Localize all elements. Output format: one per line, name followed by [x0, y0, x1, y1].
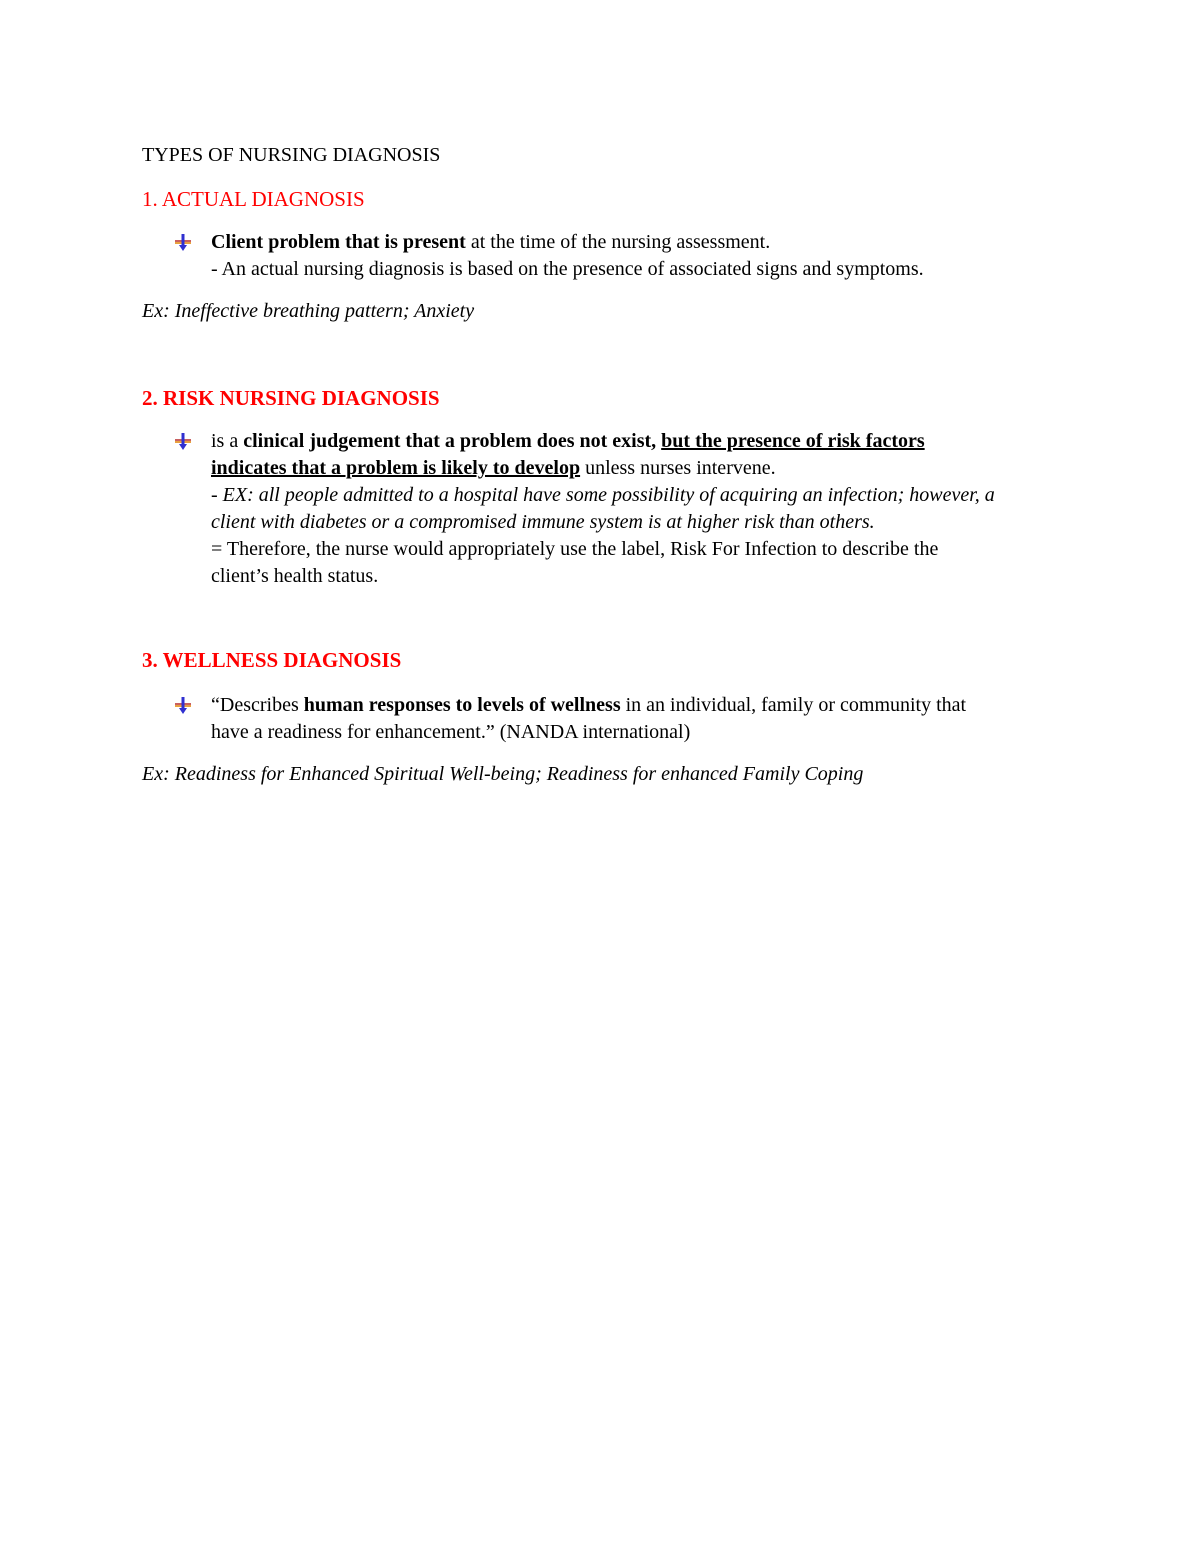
risk-line-6: client’s health status. — [211, 565, 379, 587]
section-heading-wellness: 3. WELLNESS DIAGNOSIS — [142, 648, 402, 672]
wellness-line-1-bold: human responses to levels of wellness — [303, 694, 621, 716]
risk-line-1-bold: clinical judgement that a problem does not exist, — [243, 430, 657, 452]
risk-line-2 — [211, 456, 776, 480]
wellness-line-1 — [211, 693, 966, 717]
actual-bullet-rest: at the time of the nursing assessment. — [465, 231, 771, 253]
risk-line-1-bold-underline: but the presence of risk factors — [661, 430, 925, 452]
wellness-line-1-plain: “Describes — [211, 694, 304, 716]
risk-line-1 — [211, 429, 925, 453]
actual-bullet-text — [211, 230, 770, 254]
actual-example: Ex: Ineffective breathing pattern; Anxiety — [142, 300, 475, 322]
section-heading-risk: 2. RISK NURSING DIAGNOSIS — [142, 386, 440, 410]
arrow-down-cross-bullet-icon — [172, 231, 194, 253]
wellness-example: Ex: Readiness for Enhanced Spiritual Well-being; Readiness for enhanced Family Coping — [142, 763, 864, 785]
section-heading-actual: 1. ACTUAL DIAGNOSIS — [142, 187, 365, 211]
document-title: TYPES OF NURSING DIAGNOSIS — [142, 144, 441, 166]
risk-line-3: - EX: all people admitted to a hospital have some possibility of acquiring an infection; however, a — [211, 484, 995, 506]
arrow-down-cross-bullet-icon — [172, 430, 194, 452]
risk-line-2-rest: unless nurses intervene. — [580, 457, 776, 479]
arrow-down-cross-bullet-icon — [172, 694, 194, 716]
wellness-line-1-rest: in an individual, family or community that — [620, 694, 967, 716]
risk-line-5: = Therefore, the nurse would appropriately use the label, Risk For Infection to describe the — [211, 538, 939, 560]
actual-bullet-bold: Client problem that is present — [211, 231, 466, 253]
wellness-line-2: have a readiness for enhancement.” (NANDA international) — [211, 721, 691, 743]
risk-line-4: client with diabetes or a compromised immune system is at higher risk than others. — [211, 511, 875, 533]
risk-line-2-bold-underline: indicates that a problem is likely to develop — [211, 457, 581, 479]
risk-line-1-plain: is a — [211, 430, 244, 452]
actual-sub-line: - An actual nursing diagnosis is based on the presence of associated signs and symptoms. — [211, 258, 924, 280]
